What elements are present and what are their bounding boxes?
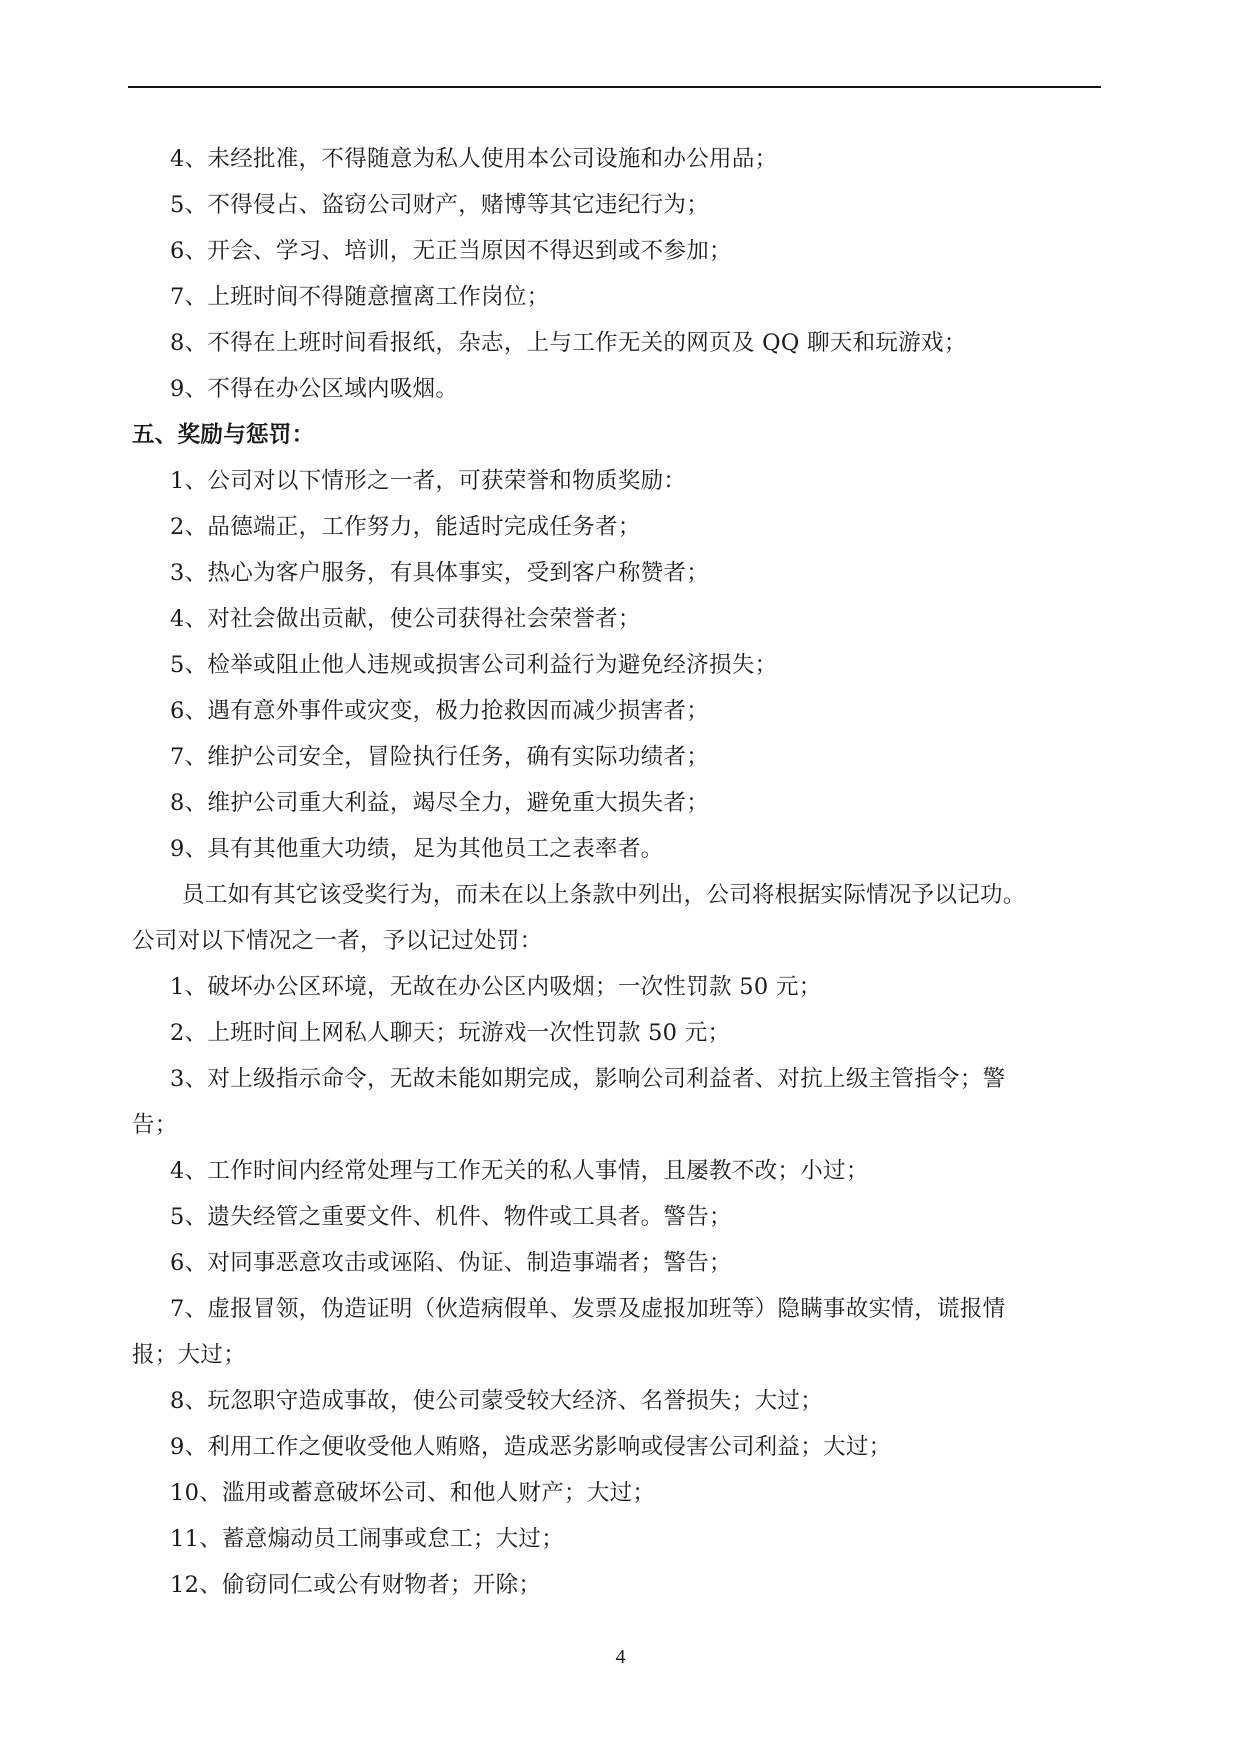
list-item-continuation: 告； — [132, 1112, 178, 1138]
list-item: 9、具有其他重大功绩，足为其他员工之表率者。 — [170, 836, 664, 862]
list-item: 5、遗失经管之重要文件、机件、物件或工具者。警告； — [170, 1204, 732, 1230]
list-item: 10、滥用或蓄意破坏公司、和他人财产；大过； — [170, 1480, 656, 1506]
list-item: 7、上班时间不得随意擅离工作岗位； — [170, 284, 550, 310]
list-item: 3、热心为客户服务，有具体事实，受到客户称赞者； — [170, 560, 710, 586]
list-item: 4、未经批准，不得随意为私人使用本公司设施和办公用品； — [170, 146, 778, 172]
list-item: 11、蓄意煽动员工闹事或怠工；大过； — [170, 1526, 565, 1552]
paragraph: 公司对以下情况之一者，予以记过处罚： — [132, 928, 543, 954]
list-item: 6、遇有意外事件或灾变，极力抢救因而减少损害者； — [170, 698, 710, 724]
paragraph: 员工如有其它该受奖行为，而未在以上条款中列出，公司将根据实际情况予以记功。 — [182, 882, 1026, 908]
list-item: 1、破坏办公区环境，无故在办公区内吸烟；一次性罚款 50 元； — [170, 974, 822, 1000]
list-item: 9、不得在办公区域内吸烟。 — [170, 376, 459, 402]
list-item-continuation: 报；大过； — [132, 1342, 247, 1368]
list-item: 4、对社会做出贡献，使公司获得社会荣誉者； — [170, 606, 641, 632]
list-item: 4、工作时间内经常处理与工作无关的私人事情，且屡教不改；小过； — [170, 1158, 869, 1184]
list-item: 2、上班时间上网私人聊天；玩游戏一次性罚款 50 元； — [170, 1020, 731, 1046]
list-item: 1、公司对以下情形之一者，可获荣誉和物质奖励： — [170, 468, 687, 494]
list-item: 6、对同事恶意攻击或诬陷、伪证、制造事端者；警告； — [170, 1250, 732, 1276]
list-item: 8、维护公司重大利益，竭尽全力，避免重大损失者； — [170, 790, 710, 816]
list-item: 9、利用工作之便收受他人贿赂，造成恶劣影响或侵害公司利益；大过； — [170, 1434, 892, 1460]
list-item: 5、检举或阻止他人违规或损害公司利益行为避免经济损失； — [170, 652, 778, 678]
list-item: 7、维护公司安全，冒险执行任务，确有实际功绩者； — [170, 744, 710, 770]
list-item: 6、开会、学习、培训，无正当原因不得迟到或不参加； — [170, 238, 732, 264]
list-item: 8、不得在上班时间看报纸，杂志，上与工作无关的网页及 QQ 聊天和玩游戏； — [170, 330, 967, 356]
page-number: 4 — [615, 1646, 626, 1668]
list-item: 3、对上级指示命令，无故未能如期完成，影响公司利益者、对抗上级主管指令；警 — [170, 1066, 1006, 1092]
document-body — [132, 136, 1102, 1608]
list-item: 2、品德端正，工作努力，能适时完成任务者； — [170, 514, 641, 540]
section-heading: 五、奖励与惩罚： — [132, 422, 315, 448]
list-item: 5、不得侵占、盗窃公司财产，赌博等其它违纪行为； — [170, 192, 710, 218]
list-item: 7、虚报冒领，伪造证明（伙造病假单、发票及虚报加班等）隐瞒事故实情，谎报情 — [170, 1296, 1006, 1322]
list-item: 8、玩忽职守造成事故，使公司蒙受较大经济、名誉损失；大过； — [170, 1388, 824, 1414]
header-rule — [128, 86, 1101, 88]
list-item: 12、偷窃同仁或公有财物者；开除； — [170, 1572, 542, 1598]
